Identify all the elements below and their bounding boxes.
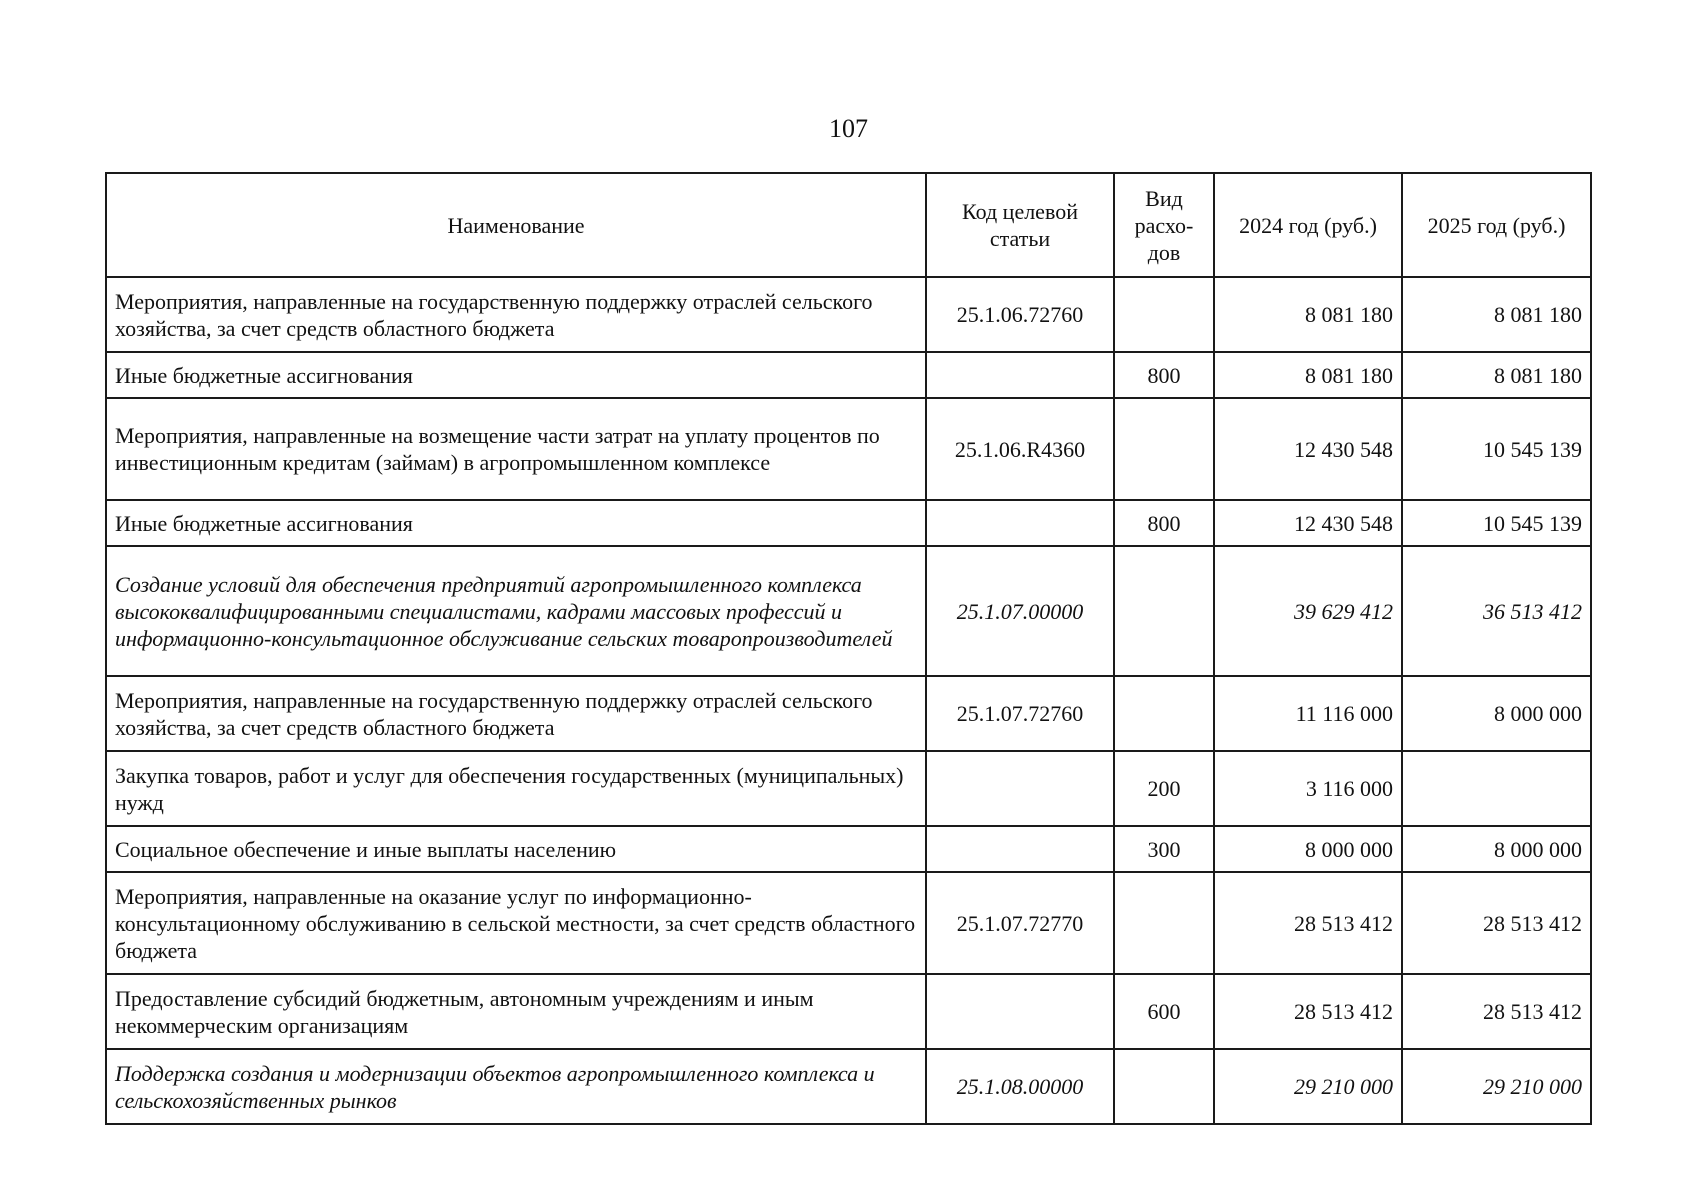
header-year-2025: 2025 год (руб.) — [1402, 173, 1591, 277]
row-amount-2025: 10 545 139 — [1402, 500, 1591, 546]
row-name: Иные бюджетные ассигнования — [106, 500, 926, 546]
row-amount-2024: 28 513 412 — [1214, 974, 1402, 1049]
table-row — [106, 277, 1591, 352]
row-amount-2024: 8 081 180 — [1214, 352, 1402, 398]
row-code: 25.1.07.72770 — [926, 872, 1114, 974]
row-amount-2025: 28 513 412 — [1402, 872, 1591, 974]
row-type — [1114, 872, 1214, 974]
row-name: Мероприятия, направленные на оказание услуг по информационно-консультационному обслуживанию в сельской местности, за счет средств областного бюджета — [106, 872, 926, 974]
row-amount-2025 — [1402, 751, 1591, 826]
row-code: 25.1.06.R4360 — [926, 398, 1114, 500]
table-row — [106, 546, 1591, 676]
row-code — [926, 751, 1114, 826]
table-row — [106, 1049, 1591, 1124]
row-code — [926, 974, 1114, 1049]
row-code: 25.1.07.72760 — [926, 676, 1114, 751]
table-row — [106, 398, 1591, 500]
row-name: Мероприятия, направленные на государственную поддержку отраслей сельского хозяйства, за счет средств областного бюджета — [106, 277, 926, 352]
row-amount-2024: 28 513 412 — [1214, 872, 1402, 974]
row-amount-2025: 8 000 000 — [1402, 826, 1591, 872]
table-row — [106, 352, 1591, 398]
table-row — [106, 500, 1591, 546]
row-amount-2024: 11 116 000 — [1214, 676, 1402, 751]
header-code: Код целевой статьи — [926, 173, 1114, 277]
row-amount-2024: 8 081 180 — [1214, 277, 1402, 352]
row-code: 25.1.08.00000 — [926, 1049, 1114, 1124]
header-name: Наименование — [106, 173, 926, 277]
row-amount-2024: 29 210 000 — [1214, 1049, 1402, 1124]
row-amount-2024: 3 116 000 — [1214, 751, 1402, 826]
row-type: 200 — [1114, 751, 1214, 826]
row-type: 800 — [1114, 352, 1214, 398]
row-type — [1114, 398, 1214, 500]
row-amount-2025: 8 000 000 — [1402, 676, 1591, 751]
row-name: Закупка товаров, работ и услуг для обеспечения государственных (муниципальных) нужд — [106, 751, 926, 826]
row-code: 25.1.06.72760 — [926, 277, 1114, 352]
row-code — [926, 352, 1114, 398]
row-amount-2024: 39 629 412 — [1214, 546, 1402, 676]
row-type: 300 — [1114, 826, 1214, 872]
row-code: 25.1.07.00000 — [926, 546, 1114, 676]
row-code — [926, 826, 1114, 872]
table-row — [106, 974, 1591, 1049]
row-code — [926, 500, 1114, 546]
row-type — [1114, 546, 1214, 676]
row-name: Мероприятия, направленные на возмещение части затрат на уплату процентов по инвестиционным кредитам (займам) в агропромышленном комплексе — [106, 398, 926, 500]
page-number: 107 — [829, 114, 868, 143]
header-year-2024: 2024 год (руб.) — [1214, 173, 1402, 277]
row-name: Создание условий для обеспечения предприятий агропромышленного комплекса высококвалифицированными специалистами, кадрами массовых профессий и информационно-консультационное обслуживание сельских товаропроизводителей — [106, 546, 926, 676]
row-name: Иные бюджетные ассигнования — [106, 352, 926, 398]
row-amount-2025: 29 210 000 — [1402, 1049, 1591, 1124]
row-amount-2025: 10 545 139 — [1402, 398, 1591, 500]
row-type — [1114, 1049, 1214, 1124]
table-header-row — [106, 173, 1591, 277]
row-name: Социальное обеспечение и иные выплаты населению — [106, 826, 926, 872]
row-name: Поддержка создания и модернизации объектов агропромышленного комплекса и сельскохозяйственных рынков — [106, 1049, 926, 1124]
row-type — [1114, 676, 1214, 751]
header-type: Вид расхо-дов — [1114, 173, 1214, 277]
row-amount-2025: 36 513 412 — [1402, 546, 1591, 676]
row-type: 600 — [1114, 974, 1214, 1049]
row-type — [1114, 277, 1214, 352]
table-row — [106, 826, 1591, 872]
budget-table — [105, 172, 1592, 1125]
table-row — [106, 676, 1591, 751]
row-amount-2024: 8 000 000 — [1214, 826, 1402, 872]
row-amount-2024: 12 430 548 — [1214, 398, 1402, 500]
row-type: 800 — [1114, 500, 1214, 546]
table-row — [106, 872, 1591, 974]
row-name: Мероприятия, направленные на государственную поддержку отраслей сельского хозяйства, за счет средств областного бюджета — [106, 676, 926, 751]
row-amount-2025: 8 081 180 — [1402, 352, 1591, 398]
row-amount-2025: 8 081 180 — [1402, 277, 1591, 352]
row-name: Предоставление субсидий бюджетным, автономным учреждениям и иным некоммерческим организациям — [106, 974, 926, 1049]
table-row — [106, 751, 1591, 826]
row-amount-2025: 28 513 412 — [1402, 974, 1591, 1049]
row-amount-2024: 12 430 548 — [1214, 500, 1402, 546]
